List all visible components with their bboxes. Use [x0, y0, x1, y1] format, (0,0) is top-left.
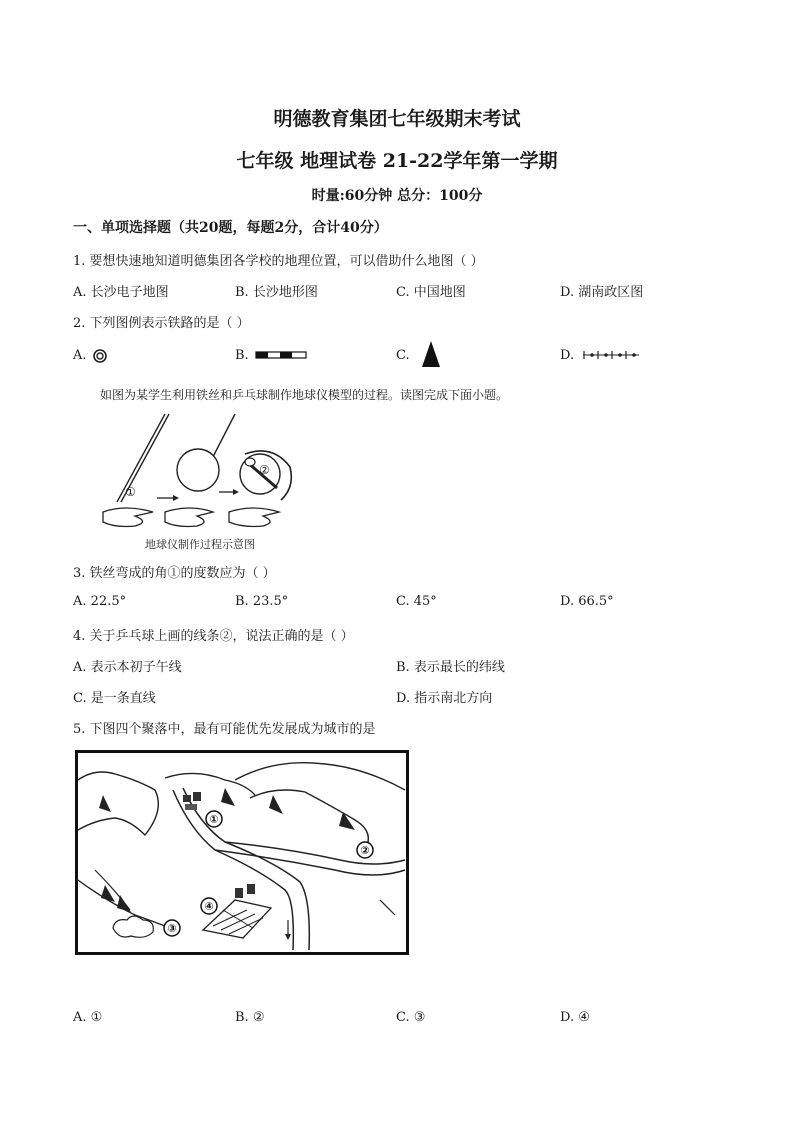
q3-option-b: B. 23.5° [235, 594, 289, 609]
q3-option-d: D. 66.5° [560, 594, 614, 609]
map-label-4: ④ [204, 900, 214, 913]
q2-option-b: B. [235, 348, 249, 363]
q5-option-d: D. ④ [560, 1010, 590, 1025]
q3-stem: 3. 铁丝弯成的角①的度数应为（ ） [73, 566, 276, 581]
q2-option-a: A. [73, 348, 87, 363]
q5-stem: 5. 下图四个聚落中，最有可能优先发展成为城市的是 [73, 722, 376, 737]
q1-option-a: A. 长沙电子地图 [73, 285, 169, 300]
settlement-map [75, 750, 409, 955]
map-label-1: ① [209, 813, 219, 826]
q1-option-c: C. 中国地图 [396, 285, 466, 300]
q4-option-a: A. 表示本初子午线 [73, 660, 182, 675]
globe-making-figure [95, 412, 305, 552]
q5-option-a: A. ① [73, 1010, 103, 1025]
q4-option-b: B. 表示最长的纬线 [396, 660, 505, 675]
map-label-2: ② [360, 844, 370, 857]
line-label-2: ② [259, 463, 270, 477]
intro-text: 如图为某学生利用铁丝和乒乓球制作地球仪模型的过程。读图完成下面小题。 [100, 388, 509, 402]
exam-subtitle: 七年级 地理试卷 21-22学年第一学期 [236, 150, 558, 172]
q4-stem: 4. 关于乒乓球上画的线条②，说法正确的是（ ） [73, 629, 354, 644]
q3-option-a: A. 22.5° [73, 594, 127, 609]
q3-option-c: C. 45° [396, 594, 437, 609]
q1-option-b: B. 长沙地形图 [235, 285, 318, 300]
section-heading: 一、单项选择题（共20题，每题2分，合计40分） [73, 220, 388, 236]
q4-option-c: C. 是一条直线 [73, 691, 156, 706]
figure-caption: 地球仪制作过程示意图 [145, 538, 255, 551]
boundary-line-icon [582, 350, 640, 360]
q1-stem: 1. 要想快速地知道明德集团各学校的地理位置，可以借助什么地图（ ） [73, 254, 484, 269]
q2-stem: 2. 下列图例表示铁路的是（ ） [73, 316, 250, 331]
q2-option-d: D. [560, 348, 575, 363]
time-score: 时量:60分钟 总分：100分 [311, 188, 483, 204]
exam-title: 明德教育集团七年级期末考试 [273, 108, 521, 130]
mountain-peak-icon [420, 339, 442, 369]
q5-option-b: B. ② [235, 1010, 265, 1025]
railway-symbol-icon [255, 350, 307, 360]
capital-symbol-icon [92, 348, 108, 364]
q1-option-d: D. 湖南政区图 [560, 285, 644, 300]
map-label-3: ③ [167, 922, 177, 935]
angle-label-1: ① [125, 485, 136, 499]
q4-option-d: D. 指示南北方向 [396, 691, 493, 706]
q2-option-c: C. [396, 348, 410, 363]
q5-option-c: C. ③ [396, 1010, 426, 1025]
